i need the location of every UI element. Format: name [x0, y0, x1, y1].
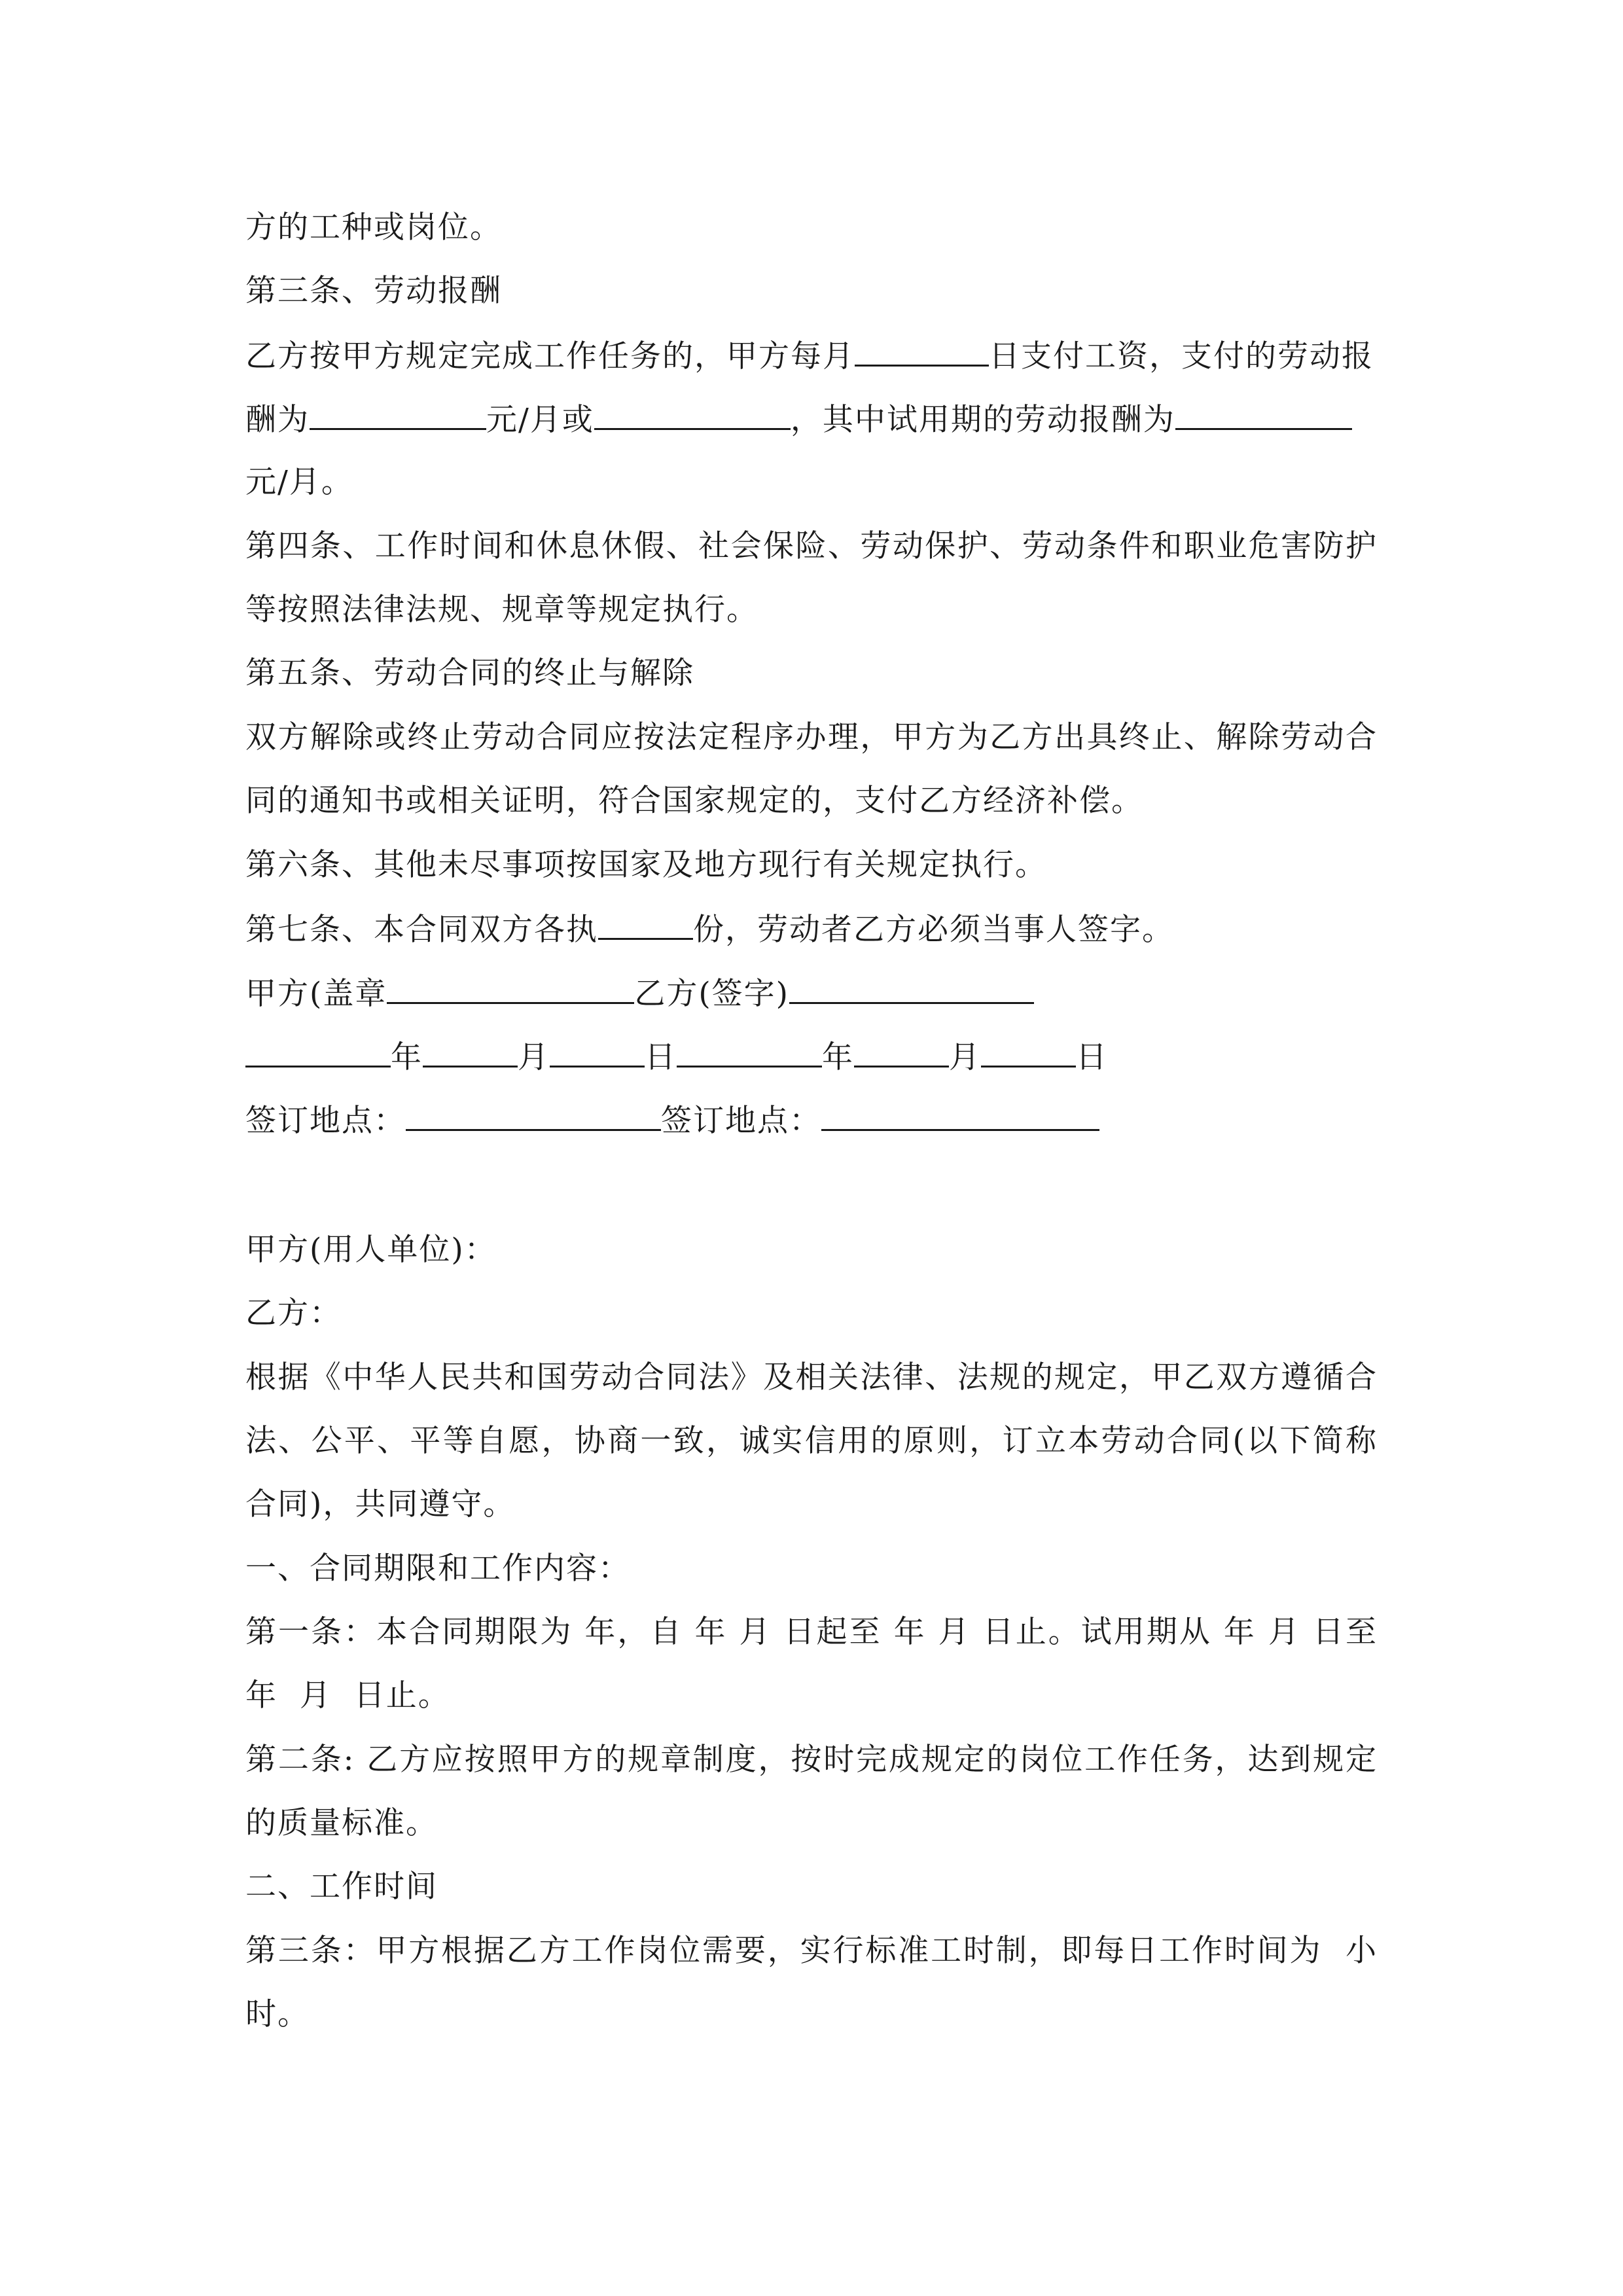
- text: 时。: [245, 1996, 310, 2032]
- text: 根据《中华人民共和国劳动合同法》及相关法律、法规的规定，甲乙双方遵循合: [245, 1359, 1378, 1395]
- text: 元/月。: [245, 464, 353, 500]
- text: 第三条、劳动报酬: [245, 273, 502, 309]
- text: 日: [645, 1039, 677, 1075]
- fill-blank[interactable]: [855, 336, 989, 367]
- paragraph-line: [245, 1676, 450, 1715]
- text: 乙方按甲方规定完成工作任务的，甲方每月: [245, 338, 855, 374]
- text: 的质量标准。: [245, 1805, 438, 1841]
- paragraph-line: [245, 718, 1378, 757]
- text: 合同)，共同遵守。: [245, 1486, 516, 1522]
- text: 日: [1076, 1039, 1108, 1075]
- text: 签订地点：: [245, 1103, 406, 1139]
- sign-place-line: [245, 1100, 1099, 1141]
- text: 日支付工资，支付的劳动报: [989, 338, 1374, 374]
- paragraph-line: [245, 781, 1143, 821]
- text: 第七条、本合同双方各执: [245, 912, 598, 948]
- text: 年: [391, 1039, 423, 1075]
- paragraph-line: [245, 399, 1352, 440]
- text: 双方解除或终止劳动合同应按法定程序办理，甲方为乙方出具终止、解除劳动合: [245, 719, 1378, 755]
- text: 年: [822, 1039, 854, 1075]
- article-heading: [245, 272, 502, 311]
- paragraph-line: [245, 1931, 1378, 1971]
- paragraph-line: [245, 590, 758, 630]
- paragraph-line: [245, 336, 1374, 376]
- paragraph-line: [245, 1422, 1378, 1461]
- text: 乙方(签字): [634, 976, 790, 1012]
- text: 第二条: 乙方应按照甲方的规章制度，按时完成规定的岗位工作任务，达到规定: [245, 1742, 1378, 1778]
- text: 甲方(盖章: [245, 976, 387, 1012]
- text: 月: [518, 1039, 550, 1075]
- fill-blank[interactable]: [981, 1037, 1076, 1067]
- paragraph-line: [245, 208, 502, 247]
- article-heading: [245, 654, 694, 693]
- paragraph-line: [245, 1485, 515, 1524]
- paragraph-line: [245, 527, 1378, 566]
- text: 第一条：本合同期限为 年，自 年 月 日起至 年 月 日止。试用期从 年 月 日至: [245, 1614, 1378, 1650]
- fill-blank[interactable]: [677, 1037, 822, 1067]
- text: 第五条、劳动合同的终止与解除: [245, 655, 694, 691]
- text: 第三条：甲方根据乙方工作岗位需要，实行标准工时制，即每日工作时间为 小: [245, 1933, 1378, 1969]
- text: 二、工作时间: [245, 1869, 438, 1905]
- paragraph-line: [245, 463, 353, 502]
- fill-blank[interactable]: [789, 973, 1034, 1004]
- text: 第六条、其他未尽事项按国家及地方现行有关规定执行。: [245, 847, 1047, 883]
- text: ，其中试用期的劳动报酬为: [790, 402, 1175, 438]
- text: 同的通知书或相关证明，符合国家规定的，支付乙方经济补偿。: [245, 783, 1143, 819]
- party-a-line: [245, 1230, 497, 1270]
- fill-blank[interactable]: [550, 1037, 645, 1067]
- date-line: [245, 1037, 1108, 1077]
- text: 一、合同期限和工作内容：: [245, 1551, 630, 1587]
- text: 乙方：: [245, 1295, 342, 1331]
- fill-blank[interactable]: [854, 1037, 949, 1067]
- paragraph-line: [245, 1740, 1378, 1780]
- fill-blank[interactable]: [594, 399, 791, 430]
- text: 等按照法律法规、规章等规定执行。: [245, 592, 758, 628]
- paragraph-line: [245, 1804, 438, 1843]
- text: 甲方(用人单位)：: [245, 1232, 497, 1268]
- fill-blank[interactable]: [1175, 399, 1352, 430]
- text: 元/月或: [486, 402, 594, 438]
- text: 份，劳动者乙方必须当事人签字。: [693, 912, 1174, 948]
- text: 方的工种或岗位。: [245, 209, 502, 245]
- text: 第四条、工作时间和休息休假、社会保险、劳动保护、劳动条件和职业危害防护: [245, 528, 1378, 564]
- party-b-line: [245, 1294, 342, 1333]
- text: 签订地点：: [661, 1103, 821, 1139]
- fill-blank[interactable]: [245, 1037, 391, 1067]
- fill-blank[interactable]: [406, 1100, 661, 1131]
- paragraph-line: [245, 846, 1047, 885]
- text: 法、公平、平等自愿，协商一致，诚实信用的原则，订立本劳动合同(以下简称: [245, 1423, 1378, 1459]
- text: 年 月 日止。: [245, 1677, 450, 1713]
- fill-blank[interactable]: [310, 399, 486, 430]
- paragraph-line: [245, 1613, 1378, 1652]
- text: 月: [949, 1039, 981, 1075]
- fill-blank[interactable]: [598, 909, 693, 940]
- fill-blank[interactable]: [387, 973, 634, 1004]
- paragraph-line: [245, 1358, 1378, 1397]
- section-heading: [245, 1549, 630, 1588]
- paragraph-line: [245, 1995, 310, 2034]
- paragraph-line: [245, 909, 1174, 950]
- signature-line: [245, 973, 1034, 1014]
- fill-blank[interactable]: [423, 1037, 518, 1067]
- fill-blank[interactable]: [821, 1100, 1099, 1131]
- section-heading: [245, 1867, 438, 1907]
- text: 酬为: [245, 402, 310, 438]
